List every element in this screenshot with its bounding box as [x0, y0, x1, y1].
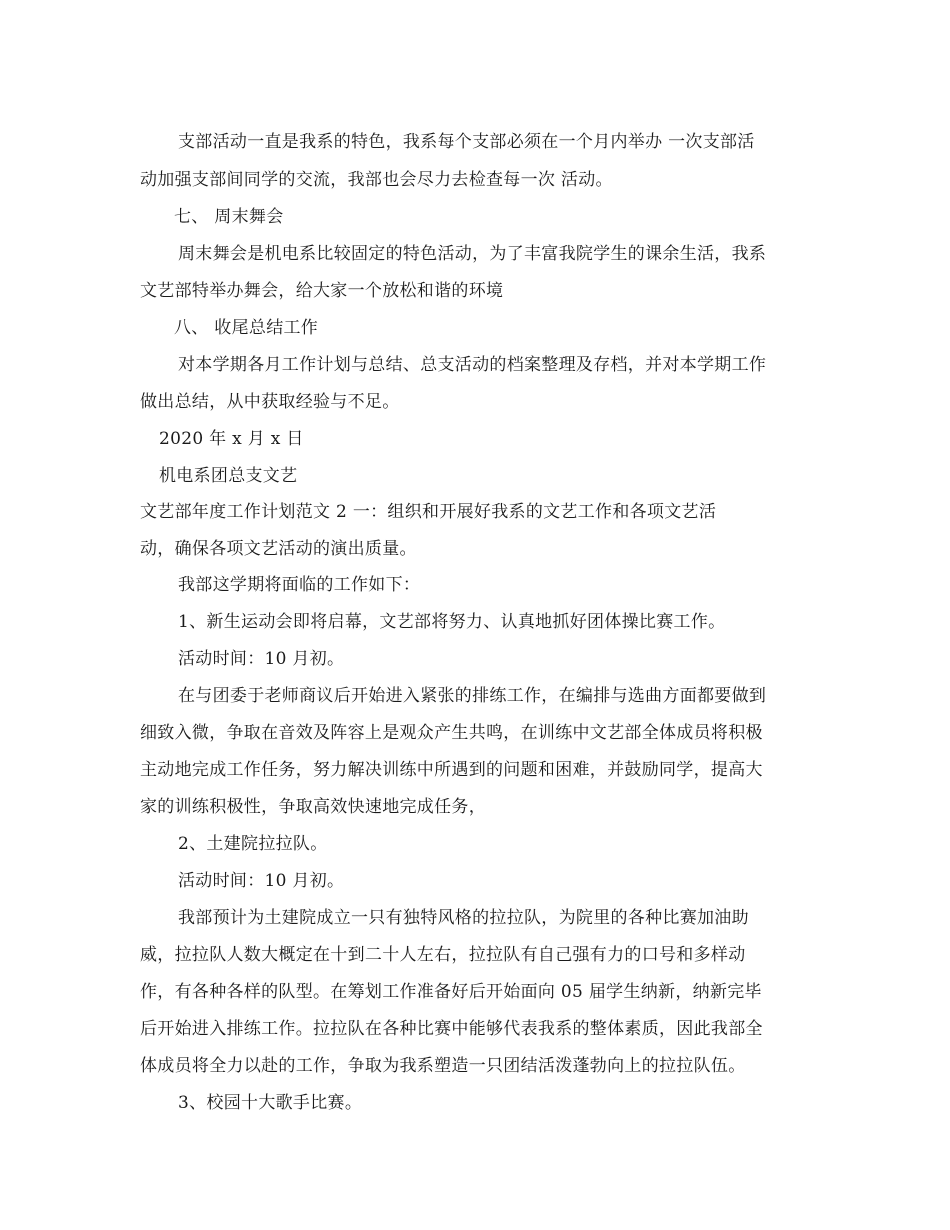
text-line: 活动时间：10 月初。	[178, 871, 345, 891]
text-line: 动，确保各项文艺活动的演出质量。	[140, 539, 417, 559]
text-line: 动加强支部间同学的交流，我部也会尽力去检查每一次 活动。	[140, 170, 613, 190]
text-line: 后开始进入排练工作。拉拉队在各种比赛中能够代表我系的整体素质，因此我部全	[140, 1019, 763, 1039]
text-line: 我部预计为土建院成立一只有独特风格的拉拉队，为院里的各种比赛加油助	[178, 908, 749, 928]
text-line: 支部活动一直是我系的特色，我系每个支部必须在一个月内举办 一次支部活	[178, 132, 755, 152]
text-line: 细致入微，争取在音效及阵容上是观众产生共鸣，在训练中文艺部全体成员将积极	[140, 723, 763, 743]
text-line: 在与团委于老师商议后开始进入紧张的排练工作，在编排与选曲方面都要做到	[178, 686, 767, 706]
text-line: 我部这学期将面临的工作如下：	[178, 575, 421, 595]
text-line: 周末舞会是机电系比较固定的特色活动，为了丰富我院学生的课余生活，我系	[178, 244, 767, 264]
date-line: 2020 年 x 月 x 日	[159, 429, 304, 449]
section-heading: 七、 周末舞会	[174, 207, 284, 227]
text-line: 活动时间：10 月初。	[178, 649, 345, 669]
text-line: 做出总结，从中获取经验与不足。	[140, 392, 400, 412]
text-line: 家的训练积极性，争取高效快速地完成任务，	[140, 797, 486, 817]
section-heading: 八、 收尾总结工作	[174, 318, 319, 338]
text-line: 威，拉拉队人数大概定在十到二十人左右，拉拉队有自己强有力的口号和多样动	[140, 945, 746, 965]
text-line: 1、新生运动会即将启幕，文艺部将努力、认真地抓好团体操比赛工作。	[178, 612, 726, 632]
signature-line: 机电系团总支文艺	[159, 466, 298, 486]
text-line: 主动地完成工作任务，努力解决训练中所遇到的问题和困难，并鼓励同学，提高大	[140, 760, 763, 780]
text-line: 作，有各种各样的队型。在筹划工作准备好后开始面向 05 届学生纳新，纳新完毕	[140, 982, 762, 1002]
text-line: 2、土建院拉拉队。	[178, 834, 328, 854]
text-line: 文艺部特举办舞会，给大家一个放松和谐的环境	[140, 281, 504, 301]
text-line: 对本学期各月工作计划与总结、总支活动的档案整理及存档，并对本学期工作	[178, 355, 767, 375]
text-line: 3、校园十大歌手比赛。	[178, 1093, 363, 1113]
text-line: 体成员将全力以赴的工作，争取为我系塑造一只团结活泼蓬勃向上的拉拉队伍。	[140, 1056, 746, 1076]
text-line: 文艺部年度工作计划范文 2 一：组织和开展好我系的文艺工作和各项文艺活	[140, 502, 717, 522]
